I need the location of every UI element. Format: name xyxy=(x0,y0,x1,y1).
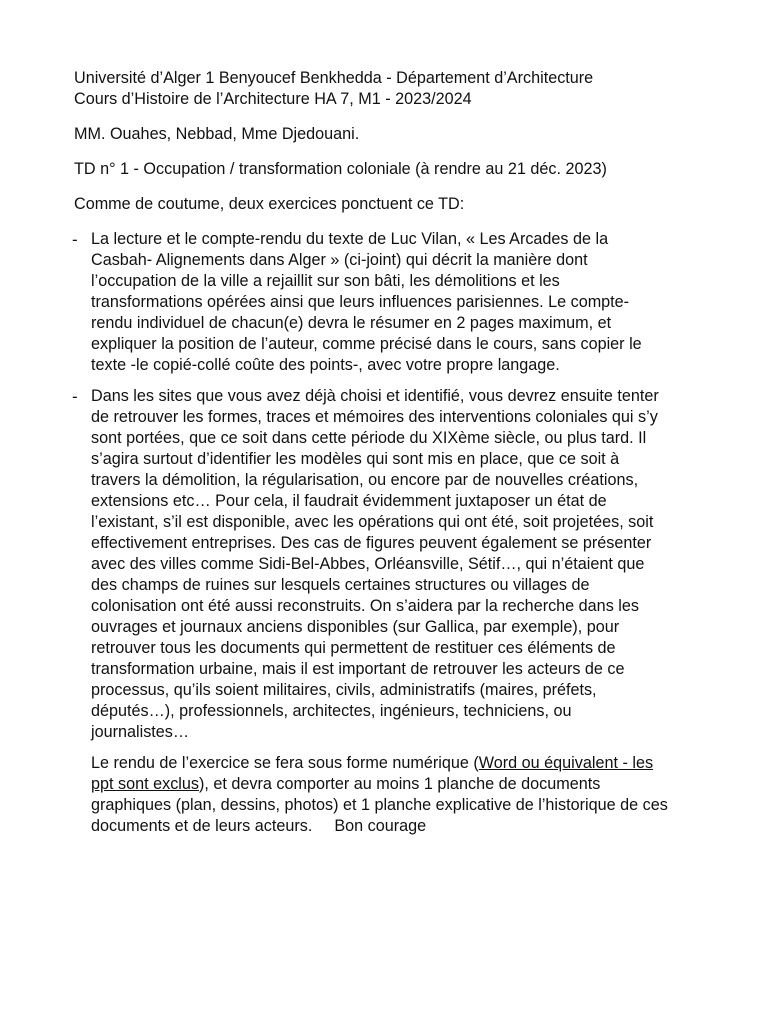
exercise-2-line: ouvrages et journaux anciens disponibles (sur Gallica, par exemple), pour xyxy=(91,618,620,636)
rendu-paragraph xyxy=(91,753,716,837)
exercise-1-line: La lecture et le compte-rendu du texte de Luc Vilan, « Les Arcades de la xyxy=(91,230,609,248)
exercise-2-line: l’existant, s’il est disponible, avec les opérations qui ont été, soit projetées, soit xyxy=(91,513,654,531)
header xyxy=(74,68,714,110)
teachers-line: MM. Ouahes, Nebbad, Mme Djedouani. xyxy=(74,125,360,143)
exercise-1-line: expliquer la position de l’auteur, comme précisé dans le cours, sans copier le xyxy=(91,335,642,353)
rendu-underlined-text: Word ou équivalent - les xyxy=(478,754,654,772)
exercise-1-text xyxy=(91,229,716,376)
bullet-dash-1: - xyxy=(72,230,78,249)
rendu-text: documents et de leurs acteurs. xyxy=(91,817,313,835)
exercise-1-line: texte -le copié-collé coûte des points-, avec votre propre langage. xyxy=(91,356,560,374)
bullet-dash-2: - xyxy=(72,387,78,406)
exercise-2-line: colonisation ont été aussi reconstruits. On s’aidera par la recherche dans les xyxy=(91,597,639,615)
exercise-2-text xyxy=(91,386,716,743)
rendu-line-4 xyxy=(91,816,716,837)
exercise-1-line: transformations opérées ainsi que leurs influences parisiennes. Le compte- xyxy=(91,293,630,311)
exercise-2-line: députés…), professionnels, architectes, ingénieurs, techniciens, ou xyxy=(91,702,572,720)
exercise-2-line: transformation urbaine, mais il est important de retrouver les acteurs de ce xyxy=(91,660,625,678)
intro-text: Comme de coutume, deux exercices ponctuent ce TD: xyxy=(74,195,465,213)
exercise-2-line: journalistes… xyxy=(91,723,190,741)
exercise-2-line: effectivement entreprises. Des cas de figures peuvent également se présenter xyxy=(91,534,652,552)
exercise-2-line: retrouver tous les documents qui permettent de restituer ces éléments de xyxy=(91,639,616,657)
rendu-underlined-text: ppt sont exclus xyxy=(91,775,199,793)
exercise-2-line: sont portées, que ce soit dans cette période du XIXème siècle, ou plus tard. Il xyxy=(91,429,647,447)
header-course: Cours d’Histoire de l’Architecture HA 7, M1 - 2023/2024 xyxy=(74,90,472,108)
exercise-2-line: travers la démolition, la régularisation, ou encore par de nouvelles créations, xyxy=(91,471,639,489)
rendu-line-1 xyxy=(91,753,716,774)
exercise-2-line: processus, qu’ils soient militaires, civils, administratifs (maires, préfets, xyxy=(91,681,597,699)
exercise-1-line: rendu individuel de chacun(e) devra le résumer en 2 pages maximum, et xyxy=(91,314,612,332)
exercise-2-line: extensions etc… Pour cela, il faudrait évidemment juxtaposer un état de xyxy=(91,492,607,510)
rendu-line-3: graphiques (plan, dessins, photos) et 1 planche explicative de l’historique de ces xyxy=(91,796,668,814)
exercise-2-line: s’agira surtout d’identifier les modèles qui sont mis en place, que ce soit à xyxy=(91,450,620,468)
rendu-text: ), et devra comporter au moins 1 planche de documents xyxy=(198,775,601,793)
td-title: TD n° 1 - Occupation / transformation coloniale (à rendre au 21 déc. 2023) xyxy=(74,160,607,178)
closing-text: Bon courage xyxy=(334,817,427,835)
exercise-2-line: de retrouver les formes, traces et mémoires des interventions coloniales qui s’y xyxy=(91,408,658,426)
exercise-2-line: Dans les sites que vous avez déjà choisi et identifié, vous devrez ensuite tenter xyxy=(91,387,659,405)
exercise-2-line: des champs de ruines sur lesquels certaines structures ou villages de xyxy=(91,576,590,594)
exercise-2-line: avec des villes comme Sidi-Bel-Abbes, Orléansville, Sétif…, qui n’étaient que xyxy=(91,555,645,573)
exercise-1-line: l’occupation de la ville a rejaillit sur son bâti, les démolitions et les xyxy=(91,272,560,290)
rendu-line-2 xyxy=(91,774,716,795)
exercise-1-line: Casbah- Alignements dans Alger » (ci-joint) qui décrit la manière dont xyxy=(91,251,588,269)
rendu-text: Le rendu de l’exercice se fera sous forme numérique ( xyxy=(91,754,479,772)
header-university: Université d’Alger 1 Benyoucef Benkhedda - Département d’Architecture xyxy=(74,69,594,87)
